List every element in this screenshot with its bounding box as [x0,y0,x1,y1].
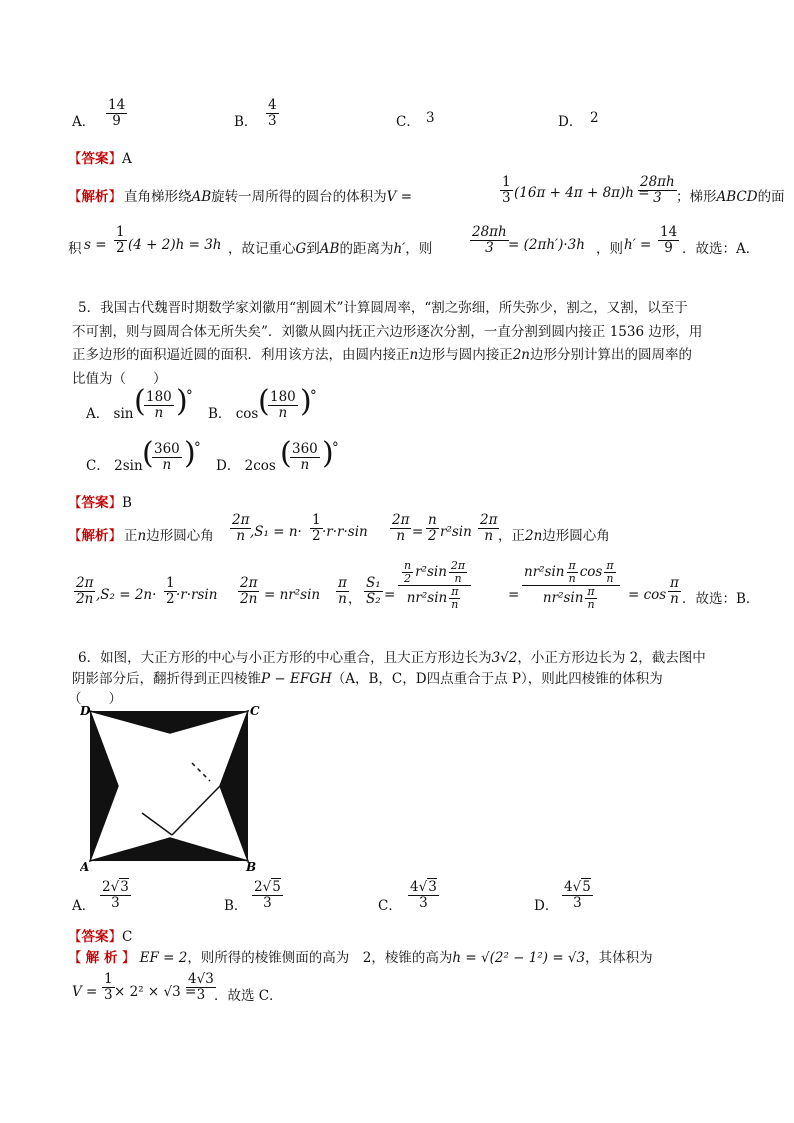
q5-stem-line2: 不可割，则与圆周合体无所失矣”．刘徽从圆内抚正六边形逐次分割，一直分割到圆内接正 1536 边形，用 [72,324,703,340]
q5-option-d: D． 2cos [216,458,276,474]
q5-option-c: C． 2sin [86,458,143,474]
q6-stem-line3: （ ） [68,691,122,707]
q4-option-b-label: B． [234,114,258,130]
q6-analysis-line1: 【 解 析 】 EF = 2，则所得的棱锥侧面的高为 2，棱锥的高为h = √(2² − 1²) = √3，其体积为 [68,950,653,966]
q5-stem-line4: 比值为（ ） [72,371,167,387]
q4-option-c-value: 3 [426,110,435,126]
answer-value: A [122,151,132,167]
q4-option-d-value: 2 [590,110,599,126]
q5-stem-line3: 正多边形的面积逼近圆的面积．利用该方法，由圆内接正n边形与圆内接正2n边形分别计算出的圆周率的 [72,347,692,363]
q4-option-a-label: A． [72,114,96,130]
label-a: A [80,860,90,873]
label-b: B [246,860,257,873]
label-c: C [250,704,260,718]
analysis-tag: 【解析】 [68,189,122,205]
q6-figure [80,703,260,877]
q5-answer: 【答案】B [68,495,132,511]
q4-option-b-value: $\frac{4}{3}$ [268,97,277,129]
q4-answer [68,147,132,167]
q4-option-c-label: C． [396,114,420,130]
answer-tag: 【答案】 [68,151,122,167]
q6-answer: 【答案】C [68,929,133,945]
q4-option-d-label: D． [558,114,583,130]
q5-option-a: A． sin [86,406,134,422]
label-d: D [80,704,91,718]
q5-stem-line1: 5．我国古代魏晋时期数学家刘徽用“割圆术”计算圆周率，“割之弥细，所失弥少，割之，又割，以至于 [78,300,688,316]
q4-option-a-value: $\frac{14}{9}$ [108,97,126,129]
q5-option-b: B． cos [208,406,259,422]
q6-stem-line1: 6．如图，大正方形的中心与小正方形的中心重合，且大正方形边长为3√2，小正方形边长为 2，截去图中 [78,650,706,666]
square-fold-diagram [80,703,260,873]
q6-stem-line2: 阴影部分后，翻折得到正四棱锥P − EFGH（A，B，C，D四点重合于点 P），则此四棱锥的体积为 [72,671,663,687]
